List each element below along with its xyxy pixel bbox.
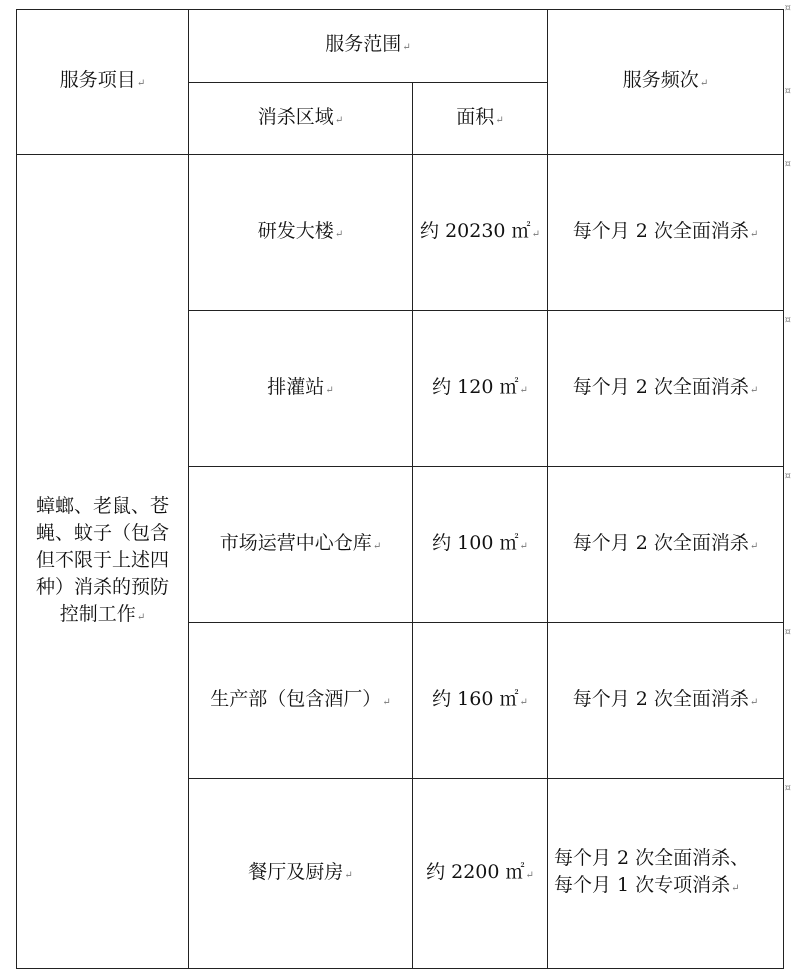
paragraph-mark-icon: ↵: [519, 540, 528, 552]
service-description-line: 蟑螂、老鼠、苍: [35, 494, 169, 517]
service-description-line: 种）消杀的预防: [35, 575, 169, 598]
service-description-line-last: [23, 601, 182, 631]
frequency-text: 每个月 2 次全面消杀: [572, 687, 749, 710]
paragraph-mark-icon: ↵: [402, 42, 411, 53]
paragraph-mark-icon: ↵: [749, 384, 759, 396]
header-area-zone: [189, 83, 413, 155]
paragraph-mark-icon: ↵: [334, 228, 344, 240]
paragraph-mark-icon: ↵: [749, 540, 759, 552]
header-row-1: [17, 10, 784, 83]
zone-cell: [189, 623, 413, 779]
header-frequency-text: 服务频次: [622, 69, 699, 91]
row-end-mark-icon: ¤: [784, 159, 791, 170]
zone-cell: [189, 311, 413, 467]
size-cell: [413, 311, 548, 467]
size-cell: [413, 467, 548, 623]
paragraph-mark-icon: ↵: [525, 869, 534, 881]
service-description-line: 蝇、蚊子（包含: [35, 521, 169, 544]
header-area-zone-text: 消杀区域: [257, 105, 334, 128]
paragraph-mark-icon: ↵: [325, 384, 334, 396]
paragraph-mark-icon: ↵: [519, 384, 528, 396]
row-end-mark-icon: ¤: [784, 3, 791, 14]
paragraph-mark-icon: ↵: [372, 540, 382, 552]
frequency-line-last: [554, 872, 777, 902]
size-text: 约 160 ㎡: [432, 687, 519, 710]
paragraph-mark-icon: ↵: [136, 611, 146, 623]
paragraph-mark-icon: ↵: [749, 228, 759, 240]
header-service-item: [17, 10, 189, 155]
size-text: 约 100 ㎡: [432, 531, 519, 554]
paragraph-mark-icon: ↵: [382, 696, 391, 708]
frequency-cell: [548, 779, 784, 969]
paragraph-mark-icon: ↵: [334, 114, 344, 126]
size-text: 约 120 ㎡: [432, 375, 519, 398]
size-cell: [413, 623, 548, 779]
zone-cell: [189, 467, 413, 623]
header-area-size-text: 面积: [456, 105, 495, 128]
zone-text: 排灌站: [267, 375, 325, 398]
size-text: 约 2200 ㎡: [426, 860, 525, 883]
size-cell: [413, 155, 548, 311]
row-end-mark-icon: ¤: [784, 783, 791, 794]
paragraph-mark-icon: ↵: [731, 883, 740, 894]
frequency-line: 每个月 2 次全面消杀、: [554, 847, 750, 869]
service-table: [16, 9, 784, 969]
table-row: [17, 155, 784, 311]
frequency-text: 每个月 1 次专项消杀: [554, 874, 731, 896]
service-description-cell: [17, 155, 189, 969]
zone-text: 研发大楼: [257, 219, 334, 242]
zone-text: 市场运营中心仓库: [219, 531, 372, 554]
frequency-cell: [548, 155, 784, 311]
frequency-cell: [548, 311, 784, 467]
header-service-scope-text: 服务范围: [325, 33, 402, 55]
paragraph-mark-icon: ↵: [749, 696, 759, 708]
header-frequency: [548, 10, 784, 155]
frequency-cell: [548, 623, 784, 779]
size-text: 约 20230 ㎡: [420, 219, 531, 242]
paragraph-mark-icon: ↵: [136, 78, 146, 89]
paragraph-mark-icon: ↵: [531, 228, 540, 240]
paragraph-mark-icon: ↵: [519, 696, 528, 708]
paragraph-mark-icon: ↵: [344, 869, 353, 881]
service-description-text: 控制工作: [59, 602, 136, 625]
frequency-text: 每个月 2 次全面消杀: [572, 219, 749, 242]
frequency-text: 每个月 2 次全面消杀: [572, 531, 749, 554]
paragraph-mark-icon: ↵: [699, 78, 709, 89]
paragraph-mark-icon: ↵: [495, 114, 504, 126]
zone-cell: [189, 155, 413, 311]
service-description-line: 但不限于上述四: [35, 548, 169, 571]
row-end-mark-icon: ¤: [784, 627, 791, 638]
row-end-mark-icon: ¤: [784, 315, 791, 326]
zone-text: 生产部（包含酒厂）: [210, 687, 382, 710]
header-service-scope: [189, 10, 548, 83]
row-end-mark-icon: ¤: [784, 471, 791, 482]
frequency-cell: [548, 467, 784, 623]
zone-text: 餐厅及厨房: [248, 860, 344, 883]
frequency-text: 每个月 2 次全面消杀: [572, 375, 749, 398]
zone-cell: [189, 779, 413, 969]
header-area-size: [413, 83, 548, 155]
header-service-item-text: 服务项目: [59, 69, 136, 91]
size-cell: [413, 779, 548, 969]
row-end-mark-icon: ¤: [784, 86, 791, 97]
